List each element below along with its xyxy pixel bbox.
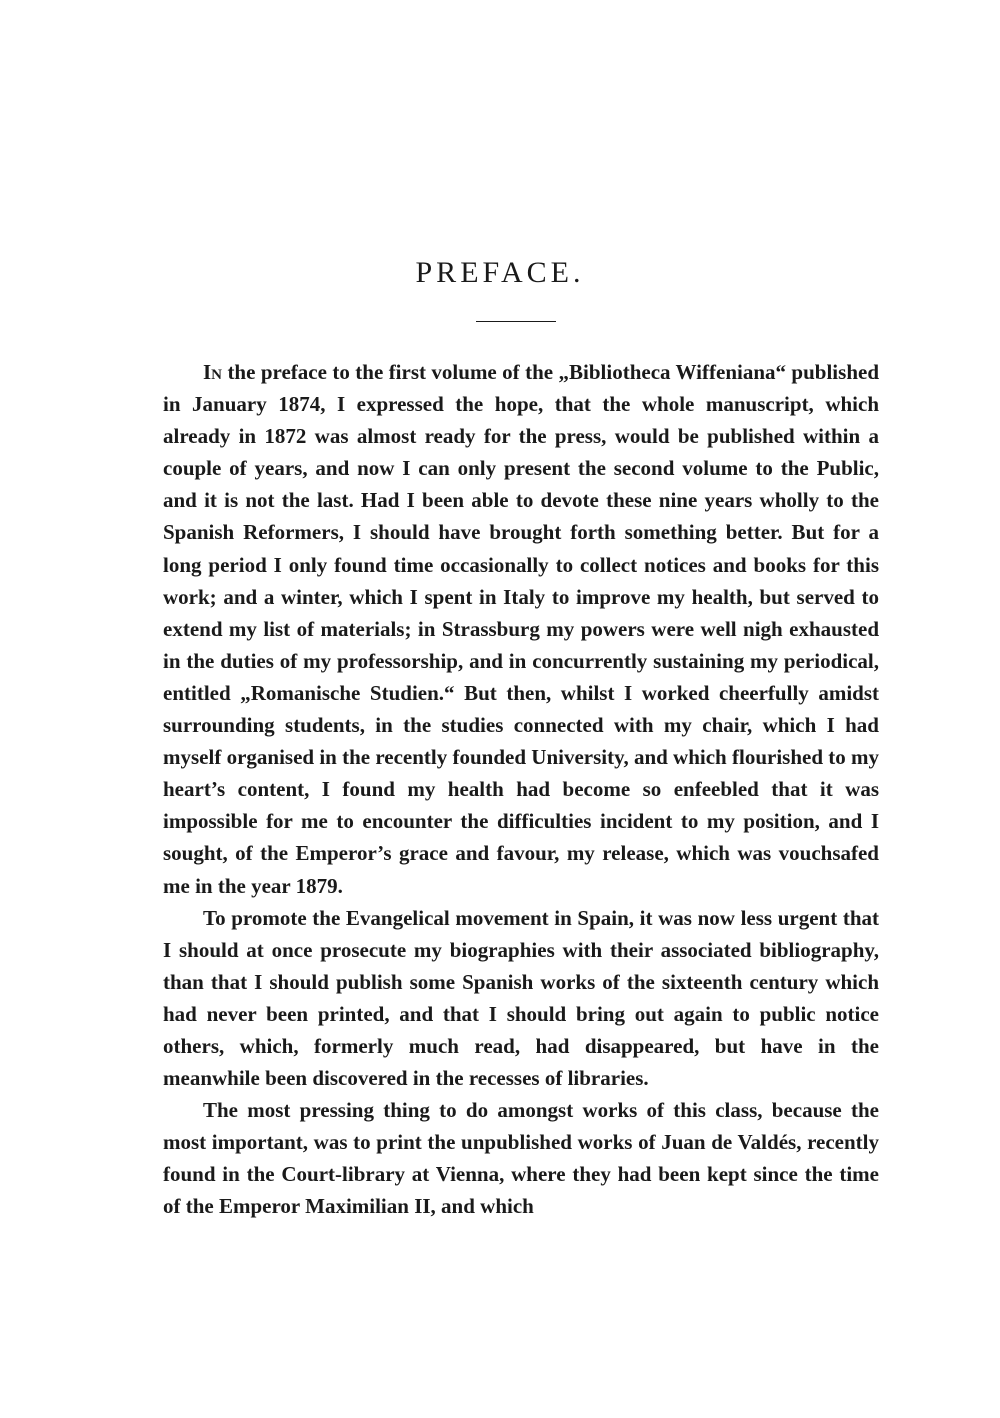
body-text (163, 356, 879, 1223)
paragraph-1 (163, 356, 879, 902)
paragraph-text: the preface to the first volume of the „Bibliotheca Wiffeniana“ published in January 1874, I expressed the hope, that the whole manuscript, which already in 1872 was almost ready for the press, would be published within a couple of years, and now I can only present the second volume to the Public, and it is not the last. Had I been able to devote these nine years wholly to the Spanish Reformers, I should have brought forth something better. But for a long period I only found time occasionally to collect notices and books for this work; and a winter, which I spent in Italy to improve my health, but served to extend my list of materials; in Strassburg my powers were well nigh exhausted in the duties of my professorship, and in concurrently sustaining my periodical, entitled „Romanische Studien.“ But then, whilst I worked cheerfully amidst surrounding students, in the studies connected with my chair, which I had myself organised in the recently founded University, and which flourished to my heart’s content, I found my health had become so enfeebled that it was impossible for me to encounter the difficulties incident to my position, and I sought, of the Emperor’s grace and favour, my release, which was vouchsafed me in the year 1879. (163, 360, 879, 898)
paragraph-lead: In (203, 360, 223, 384)
paragraph-text: To promote the Evangelical movement in Spain, it was now less urgent that I should at once prosecute my biographies with their associated bibliography, than that I should publish some Spanish works of the sixteenth century which had never been printed, and that I should bring out again to public notice others, which, formerly much read, had disappeared, but have in the meanwhile been discovered in the recesses of libraries. (163, 905, 879, 1091)
page-title: PREFACE. (415, 256, 585, 289)
paragraph-2 (163, 902, 879, 1095)
paragraph-text: The most pressing thing to do amongst works of this class, because the most important, was to print the unpublished works of Juan de Valdés, recently found in the Court-library at Vienna, where they had been kept since the time of the Emperor Maximilian II, and which (163, 1098, 879, 1219)
paragraph-3 (163, 1094, 879, 1222)
title-rule (476, 321, 556, 322)
